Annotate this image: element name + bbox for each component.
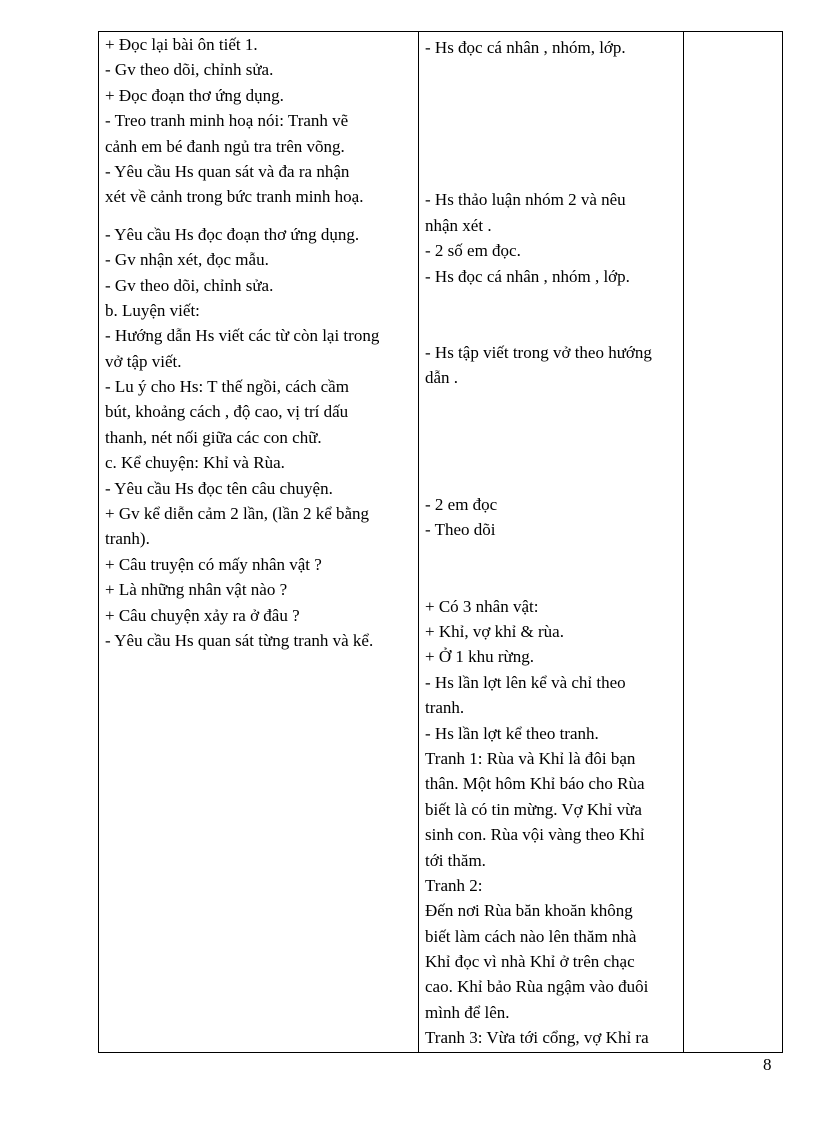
text-line: + Gv kể diễn cảm 2 lần, (lần 2 kể bằng [105, 504, 370, 524]
text-line: - Hs đọc cá nhân , nhóm , lớp. [425, 266, 630, 286]
text-line: - Hs lần lợt kể theo tranh. [425, 723, 599, 743]
text-line: + Đọc lại bài ôn tiết 1. [105, 35, 258, 54]
column-divider [683, 32, 684, 1052]
text-line: - 2 số em đọc. [425, 241, 521, 261]
text-line: biết làm cách nào lên thăm nhà [425, 926, 637, 946]
text-line: tranh). [105, 529, 150, 549]
text-line: - Hs lần lợt lên kể và chỉ theo [425, 672, 626, 692]
lesson-table [98, 31, 783, 1053]
blank-line [425, 416, 679, 441]
text-line: + Câu truyện có mấy nhân vật ? [105, 554, 322, 574]
column-divider [418, 32, 419, 1052]
text-line: b. Luyện viết: [105, 300, 200, 320]
text-line: - Gv theo dõi, chỉnh sửa. [105, 60, 274, 80]
blank-line [425, 111, 679, 136]
blank-line [425, 568, 679, 593]
blank-line [425, 137, 679, 162]
blank-line [425, 314, 679, 339]
text-line: sinh con. Rùa vội vàng theo Khỉ [425, 825, 645, 845]
text-line: - Gv theo dõi, chỉnh sửa. [105, 275, 274, 295]
text-line: dẫn . [425, 368, 459, 388]
teacher-activities-column [105, 32, 413, 653]
text-line: - Yêu cầu Hs đọc đoạn thơ ứng dụng. [105, 224, 360, 244]
text-line: Đến nơi Rùa băn khoăn không [425, 901, 633, 921]
text-line: + Đọc đoạn thơ ứng dụng. [105, 85, 284, 105]
text-line: biết là có tin mừng. Vợ Khỉ vừa [425, 799, 642, 819]
blank-line [425, 162, 679, 187]
text-line: + Có 3 nhân vật: [425, 596, 539, 616]
text-line: tới thăm. [425, 850, 486, 870]
blank-line [425, 289, 679, 314]
text-line: xét về cảnh trong bức tranh minh hoạ. [105, 187, 364, 207]
text-line: + Câu chuyện xảy ra ở đâu ? [105, 605, 300, 625]
text-line: + Ở 1 khu rừng. [425, 647, 534, 667]
text-line: mình để lên. [425, 1002, 510, 1022]
text-line: - Theo dõi [425, 520, 496, 540]
text-line: - Gv nhận xét, đọc mẫu. [105, 250, 269, 270]
text-line: cảnh em bé đanh ngủ tra trên võng. [105, 136, 345, 156]
text-line: Tranh 1: Rùa và Khỉ là đôi bạn [425, 748, 636, 768]
blank-line [425, 86, 679, 111]
text-line: Tranh 3: Vừa tới cổng, vợ Khỉ ra [425, 1028, 649, 1048]
text-line: - Lu ý cho Hs: T thế ngồi, cách cầm [105, 377, 349, 397]
student-activities-column [425, 35, 679, 1051]
text-line: - 2 em đọc [425, 495, 498, 515]
text-line: - Hs đọc cá nhân , nhóm, lớp. [425, 38, 626, 57]
text-line: thanh, nét nối giữa các con chữ. [105, 427, 322, 447]
text-line: bút, khoảng cách , độ cao, vị trí dấu [105, 402, 349, 422]
text-line: - Hs thảo luận nhóm 2 và nêu [425, 190, 626, 210]
text-line: - Yêu cầu Hs quan sát từng tranh và kể. [105, 630, 374, 650]
blank-line [425, 390, 679, 415]
blank-line [425, 467, 679, 492]
text-line: thân. Một hôm Khỉ báo cho Rùa [425, 774, 645, 794]
blank-line [425, 441, 679, 466]
page-number: 8 [763, 1055, 772, 1074]
text-line: - Hướng dẫn Hs viết các từ còn lại trong [105, 326, 380, 346]
blank-line [105, 210, 413, 222]
text-line: tranh. [425, 698, 465, 718]
text-line: - Hs tập viết trong vở theo hướng [425, 342, 652, 362]
text-line: cao. Khỉ bảo Rùa ngậm vào đuôi [425, 977, 649, 997]
text-line: - Yêu cầu Hs đọc tên câu chuyện. [105, 478, 333, 498]
text-line: nhận xét . [425, 215, 492, 235]
text-line: Tranh 2: [425, 875, 483, 895]
text-line: + Là những nhân vật nào ? [105, 580, 288, 600]
blank-line [425, 60, 679, 85]
text-line: + Khỉ, vợ khỉ & rùa. [425, 621, 564, 641]
blank-line [425, 543, 679, 568]
text-line: - Treo tranh minh hoạ nói: Tranh vẽ [105, 111, 349, 131]
text-line: - Yêu cầu Hs quan sát và đa ra nhận [105, 161, 350, 181]
text-line: Khỉ đọc vì nhà Khỉ ở trên chạc [425, 952, 635, 972]
text-line: vở tập viết. [105, 351, 182, 371]
text-line: c. Kể chuyện: Khỉ và Rùa. [105, 453, 285, 473]
